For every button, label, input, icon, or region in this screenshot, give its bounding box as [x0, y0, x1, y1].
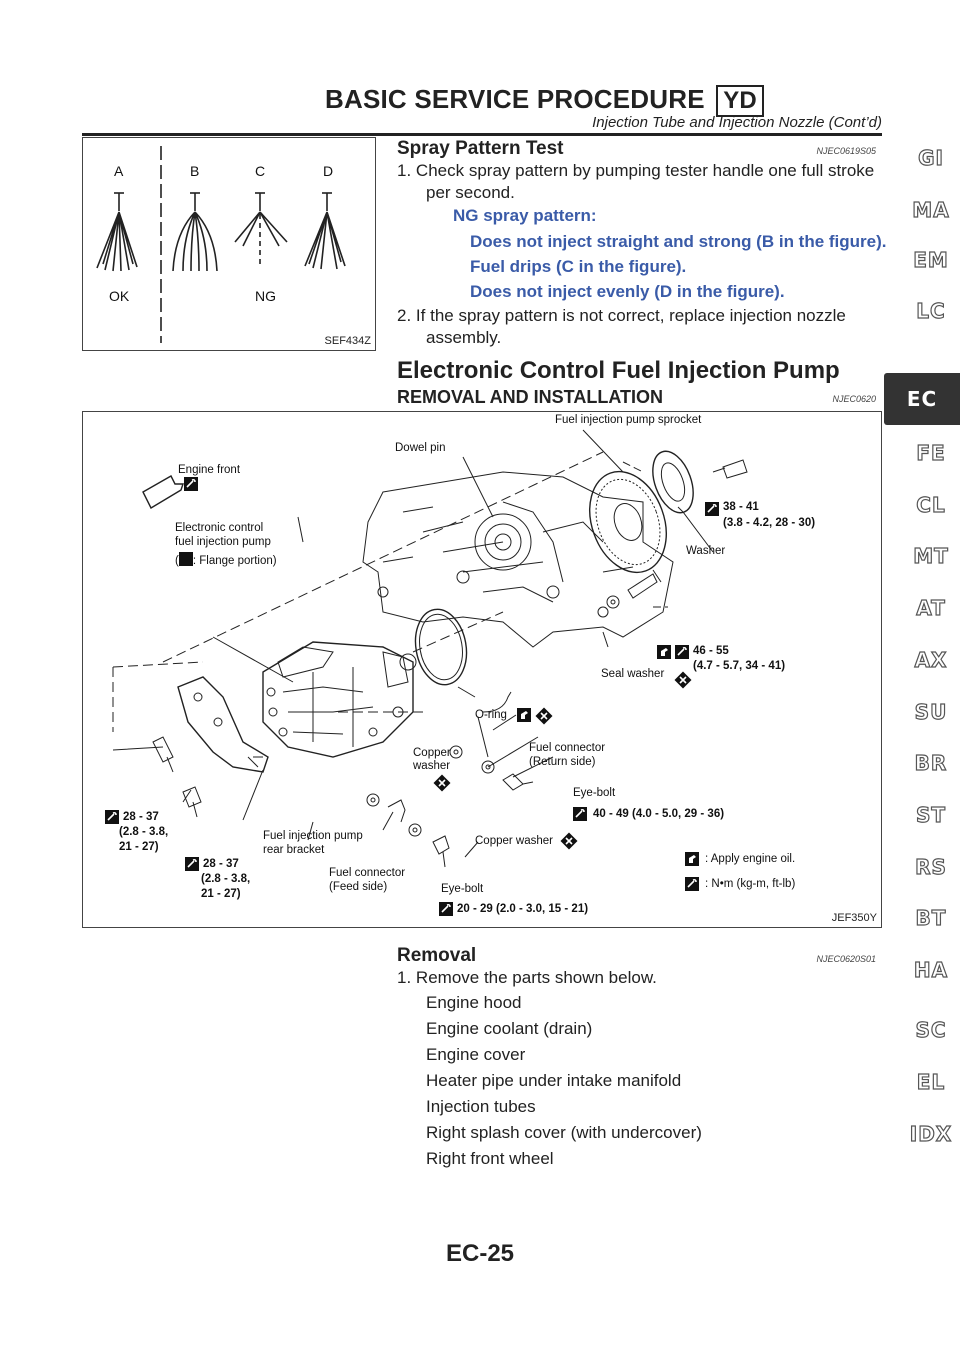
index-tab-ec[interactable]: EC: [884, 373, 960, 425]
label-o-ring: O-ring: [475, 709, 507, 721]
index-tab-mt[interactable]: MT: [913, 544, 949, 568]
label-rear-bracket-b: rear bracket: [263, 844, 325, 856]
label-seal-washer: Seal washer: [601, 668, 665, 680]
step-number: 1.: [397, 968, 412, 987]
index-tab-em[interactable]: EM: [913, 248, 949, 272]
fuel-pump-exploded-view: [82, 411, 882, 928]
index-tab-rs[interactable]: RS: [915, 855, 947, 879]
label-torque-2b: (4.7 - 5.7, 34 - 41): [693, 660, 786, 672]
figure-code: SEF434Z: [324, 335, 371, 347]
label-fuel-connector-feed-b: (Feed side): [329, 881, 388, 893]
label-torque-4c: 21 - 27): [119, 841, 159, 853]
section-heading: Electronic Control Fuel Injection Pump: [397, 357, 840, 384]
label-fuel-connector-return-b: (Return side): [529, 756, 596, 768]
label-torque-5a: 28 - 37: [203, 858, 239, 870]
ng-pattern-heading: NG spray pattern:: [453, 206, 597, 225]
label-dowel-pin: Dowel pin: [395, 442, 446, 454]
subsection-heading: REMOVAL AND INSTALLATION: [397, 387, 663, 407]
label-torque-2a: 46 - 55: [693, 645, 729, 657]
step-1-continued: per second.: [426, 183, 515, 202]
label-torque-4a: 28 - 37: [123, 811, 159, 823]
label-rear-bracket-a: Fuel injection pump: [263, 830, 363, 842]
spray-label-a: A: [114, 163, 124, 179]
page-title: [325, 84, 764, 117]
label-copper-washer-1a: Copper: [413, 747, 451, 759]
label-torque-5c: 21 - 27): [201, 888, 241, 900]
step-number: 2.: [397, 306, 412, 325]
removal-step-1: [397, 967, 657, 989]
step-text: If the spray pattern is not correct, replace injection nozzle: [415, 306, 846, 325]
label-copper-washer-1b: washer: [413, 760, 451, 772]
spray-label-d: D: [323, 163, 334, 179]
step-1: [397, 160, 881, 182]
index-tab-idx[interactable]: IDX: [909, 1122, 953, 1146]
index-tab-ma[interactable]: MA: [912, 198, 950, 222]
step-number: 1.: [397, 161, 412, 180]
label-torque-5b: (2.8 - 3.8,: [201, 873, 251, 885]
page-title-text: BASIC SERVICE PROCEDURE: [325, 84, 705, 114]
label-torque-4b: (2.8 - 3.8,: [119, 826, 169, 838]
removal-item: Engine cover: [426, 1045, 526, 1064]
label-ecfip-1: Electronic control: [175, 522, 264, 534]
label-torque-1b: (3.8 - 4.2, 28 - 30): [723, 517, 816, 529]
index-tab-fe[interactable]: FE: [916, 441, 946, 465]
ng-item-1: Does not inject straight and strong (B in the figure).: [470, 232, 887, 251]
figure-code: JEF350Y: [831, 912, 877, 924]
page-number: EC-25: [445, 1240, 515, 1267]
ng-item-2: Fuel drips (C in the figure).: [470, 257, 687, 276]
reference-code: NJEC0620S01: [816, 954, 876, 964]
index-tab-sc[interactable]: SC: [915, 1018, 947, 1042]
index-tab-el[interactable]: EL: [916, 1070, 946, 1094]
removal-item: Engine hood: [426, 993, 522, 1012]
index-tab-lc[interactable]: LC: [916, 299, 946, 323]
index-tab-st[interactable]: ST: [915, 803, 947, 827]
removal-item: Engine coolant (drain): [426, 1019, 593, 1038]
label-eye-bolt-2: Eye-bolt: [441, 883, 484, 895]
label-torque-6: 20 - 29 (2.0 - 3.0, 15 - 21): [457, 903, 589, 915]
index-tab-ax[interactable]: AX: [914, 648, 948, 672]
index-tab-cl[interactable]: CL: [916, 493, 946, 517]
page-subtitle: Injection Tube and Injection Nozzle (Cont’d): [592, 114, 882, 131]
reference-code: NJEC0620: [832, 394, 876, 404]
index-tab-gi[interactable]: GI: [918, 146, 944, 170]
index-tab-bt[interactable]: BT: [915, 906, 947, 930]
label-torque-3: 40 - 49 (4.0 - 5.0, 29 - 36): [593, 808, 725, 820]
spray-label-ok: OK: [109, 288, 130, 304]
header-rule: [82, 133, 882, 136]
label-ecfip-2: fuel injection pump: [175, 536, 271, 548]
label-engine-front: Engine front: [178, 464, 241, 476]
label-fuel-connector-return-a: Fuel connector: [529, 742, 606, 754]
spray-pattern-figure: [82, 137, 376, 351]
spray-label-b: B: [190, 163, 200, 179]
removal-item: Right front wheel: [426, 1149, 554, 1168]
step-text: Check spray pattern by pumping tester handle one full stroke: [415, 161, 875, 180]
label-sprocket: Fuel injection pump sprocket: [555, 414, 702, 426]
index-tab-at[interactable]: AT: [916, 596, 946, 620]
engine-badge: YD: [716, 85, 764, 117]
index-tab-ha[interactable]: HA: [913, 958, 949, 982]
removal-item: Heater pipe under intake manifold: [426, 1071, 682, 1090]
label-washer: Washer: [686, 545, 726, 557]
section-heading: Removal: [397, 945, 477, 966]
reference-code: NJEC0619S05: [816, 146, 876, 156]
flange-text: : Flange portion): [192, 555, 277, 567]
removal-item: Injection tubes: [426, 1097, 536, 1116]
step-2: [397, 305, 881, 327]
apply-oil-icon: [179, 552, 193, 566]
removal-item: Right splash cover (with undercover): [426, 1123, 702, 1142]
spray-label-c: C: [255, 163, 266, 179]
label-eye-bolt-1: Eye-bolt: [573, 787, 616, 799]
legend-apply-oil: : Apply engine oil.: [705, 853, 796, 865]
label-ecfip-3: [175, 552, 277, 568]
section-heading: Spray Pattern Test: [397, 138, 564, 159]
index-tab-br[interactable]: BR: [914, 751, 948, 775]
label-copper-washer-2: Copper washer: [475, 835, 553, 847]
index-tab-su[interactable]: SU: [914, 700, 948, 724]
ng-item-3: Does not inject evenly (D in the figure).: [470, 282, 785, 301]
label-torque-1a: 38 - 41: [723, 501, 759, 513]
legend-torque-units: : N•m (kg-m, ft-lb): [705, 878, 796, 890]
paren-open: (: [175, 555, 179, 567]
step-text: Remove the parts shown below.: [415, 968, 657, 987]
spray-label-ng: NG: [255, 288, 276, 304]
label-fuel-connector-feed-a: Fuel connector: [329, 867, 406, 879]
step-2-continued: assembly.: [426, 328, 502, 347]
